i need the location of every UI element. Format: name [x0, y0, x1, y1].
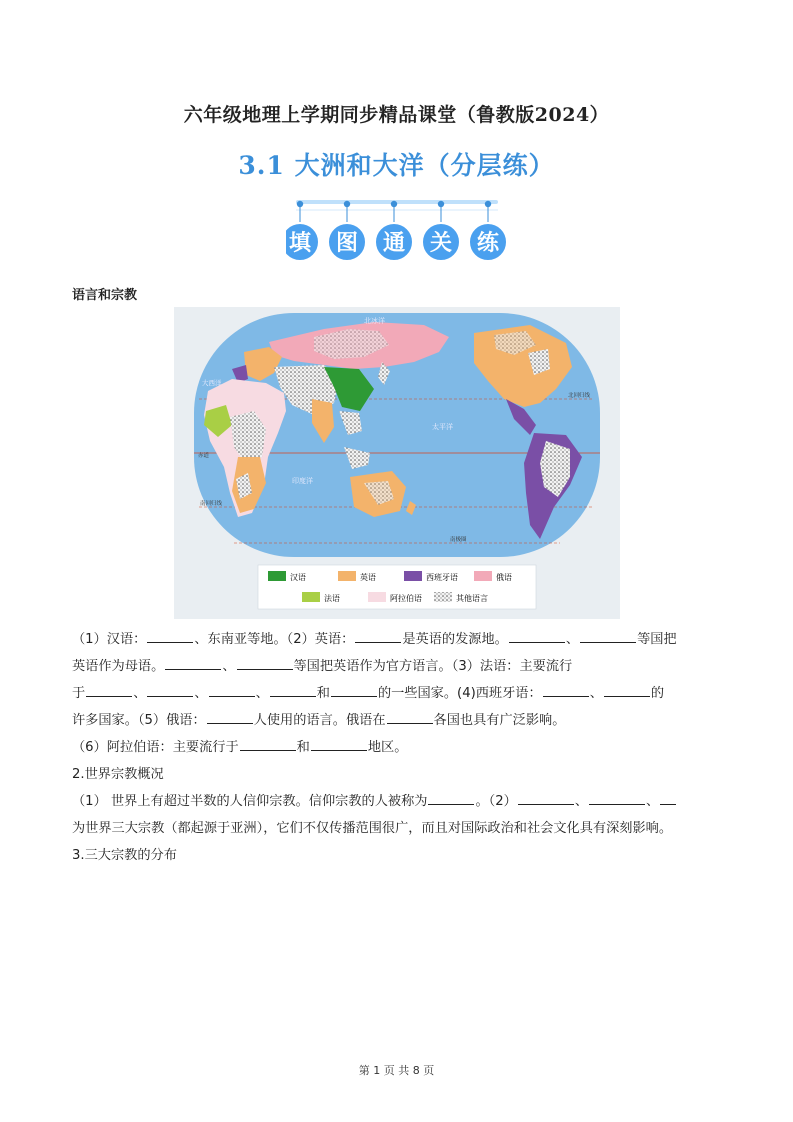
answer-blank[interactable] — [355, 629, 401, 643]
badge-4 — [422, 223, 460, 261]
svg-text:关: 关 — [429, 231, 453, 256]
answer-blank[interactable] — [518, 791, 574, 805]
badge-3 — [375, 223, 413, 261]
svg-text:北冰洋: 北冰洋 — [364, 317, 385, 325]
svg-text:填: 填 — [288, 231, 312, 256]
answer-blank[interactable] — [147, 629, 193, 643]
svg-text:法语: 法语 — [324, 594, 340, 603]
svg-text:英语: 英语 — [360, 573, 376, 582]
answer-blank[interactable] — [165, 656, 221, 670]
page-number: 第 1 页 共 8 页 — [358, 1064, 435, 1077]
legend-other — [434, 592, 488, 603]
legend-spanish — [404, 571, 458, 582]
answer-blank[interactable] — [86, 683, 132, 697]
answer-blank[interactable] — [543, 683, 589, 697]
answer-blank[interactable] — [428, 791, 474, 805]
world-language-map — [174, 307, 620, 619]
svg-text:西班牙语: 西班牙语 — [426, 573, 458, 582]
badge-5 — [469, 223, 507, 261]
section-badge-row — [286, 196, 508, 270]
question-1-line-1: （1）汉语： 、东南亚等地。（2）英语： 是英语的发源地。 、 等国把 — [72, 626, 732, 653]
svg-text:太平洋: 太平洋 — [432, 423, 453, 431]
heading-religion-distribution: 3.三大宗教的分布 — [72, 848, 177, 863]
answer-blank[interactable] — [589, 791, 645, 805]
answer-blank[interactable] — [270, 683, 316, 697]
svg-text:俄语: 俄语 — [496, 573, 512, 582]
svg-text:赤道: 赤道 — [198, 453, 210, 459]
answer-blank[interactable] — [237, 656, 293, 670]
svg-text:图: 图 — [335, 231, 359, 256]
document-subtitle: 六年级地理上学期同步精品课堂（鲁教版2024） — [183, 104, 610, 126]
svg-text:汉语: 汉语 — [290, 573, 306, 582]
question-1-line-4: 许多国家。（5）俄语： 人使用的语言。俄语在 各国也具有广泛影响。 — [72, 707, 732, 734]
question-2-line-2: 为世界三大宗教（都起源于亚洲），它们不仅传播范围很广，而且对国际政治和社会文化具有深刻影响。 — [72, 821, 673, 836]
badge-1 — [286, 223, 319, 261]
svg-text:印度洋: 印度洋 — [292, 477, 313, 485]
document-title: 3.1 大洲和大洋（分层练） — [238, 151, 555, 180]
answer-blank[interactable] — [580, 629, 636, 643]
badge-2 — [328, 223, 366, 261]
answer-blank[interactable] — [509, 629, 565, 643]
answer-blank[interactable] — [207, 710, 253, 724]
answer-blank[interactable] — [209, 683, 255, 697]
svg-text:南回归线: 南回归线 — [200, 501, 223, 507]
answer-blank[interactable] — [604, 683, 650, 697]
answer-blank[interactable] — [387, 710, 433, 724]
answer-blank[interactable] — [147, 683, 193, 697]
svg-text:阿拉伯语: 阿拉伯语 — [390, 594, 422, 603]
svg-text:南极圈: 南极圈 — [450, 537, 467, 543]
question-1-line-3: 于 、 、 、 和 的一些国家。(4)西班牙语： 、 的 — [72, 680, 732, 707]
svg-text:通: 通 — [382, 231, 406, 256]
answer-blank[interactable] — [331, 683, 377, 697]
answer-blank[interactable] — [240, 737, 296, 751]
question-1-line-2: 英语作为母语。 、 等国把英语作为官方语言。（3）法语：主要流行 — [72, 653, 732, 680]
heading-religion-overview: 2.世界宗教概况 — [72, 767, 164, 782]
svg-text:北回归线: 北回归线 — [568, 393, 591, 399]
question-1-line-5: （6）阿拉伯语：主要流行于 和 地区。 — [72, 734, 732, 761]
svg-text:练: 练 — [476, 231, 500, 256]
section-label: 语言和宗教 — [72, 288, 138, 303]
svg-text:其他语言: 其他语言 — [456, 594, 488, 603]
svg-text:大西洋: 大西洋 — [202, 379, 222, 387]
legend-arabic — [368, 592, 422, 603]
answer-blank[interactable] — [311, 737, 367, 751]
answer-blank[interactable] — [660, 791, 676, 805]
question-2-line-1: （1） 世界上有超过半数的人信仰宗教。信仰宗教的人被称为 。（2） 、 、 — [72, 788, 732, 815]
